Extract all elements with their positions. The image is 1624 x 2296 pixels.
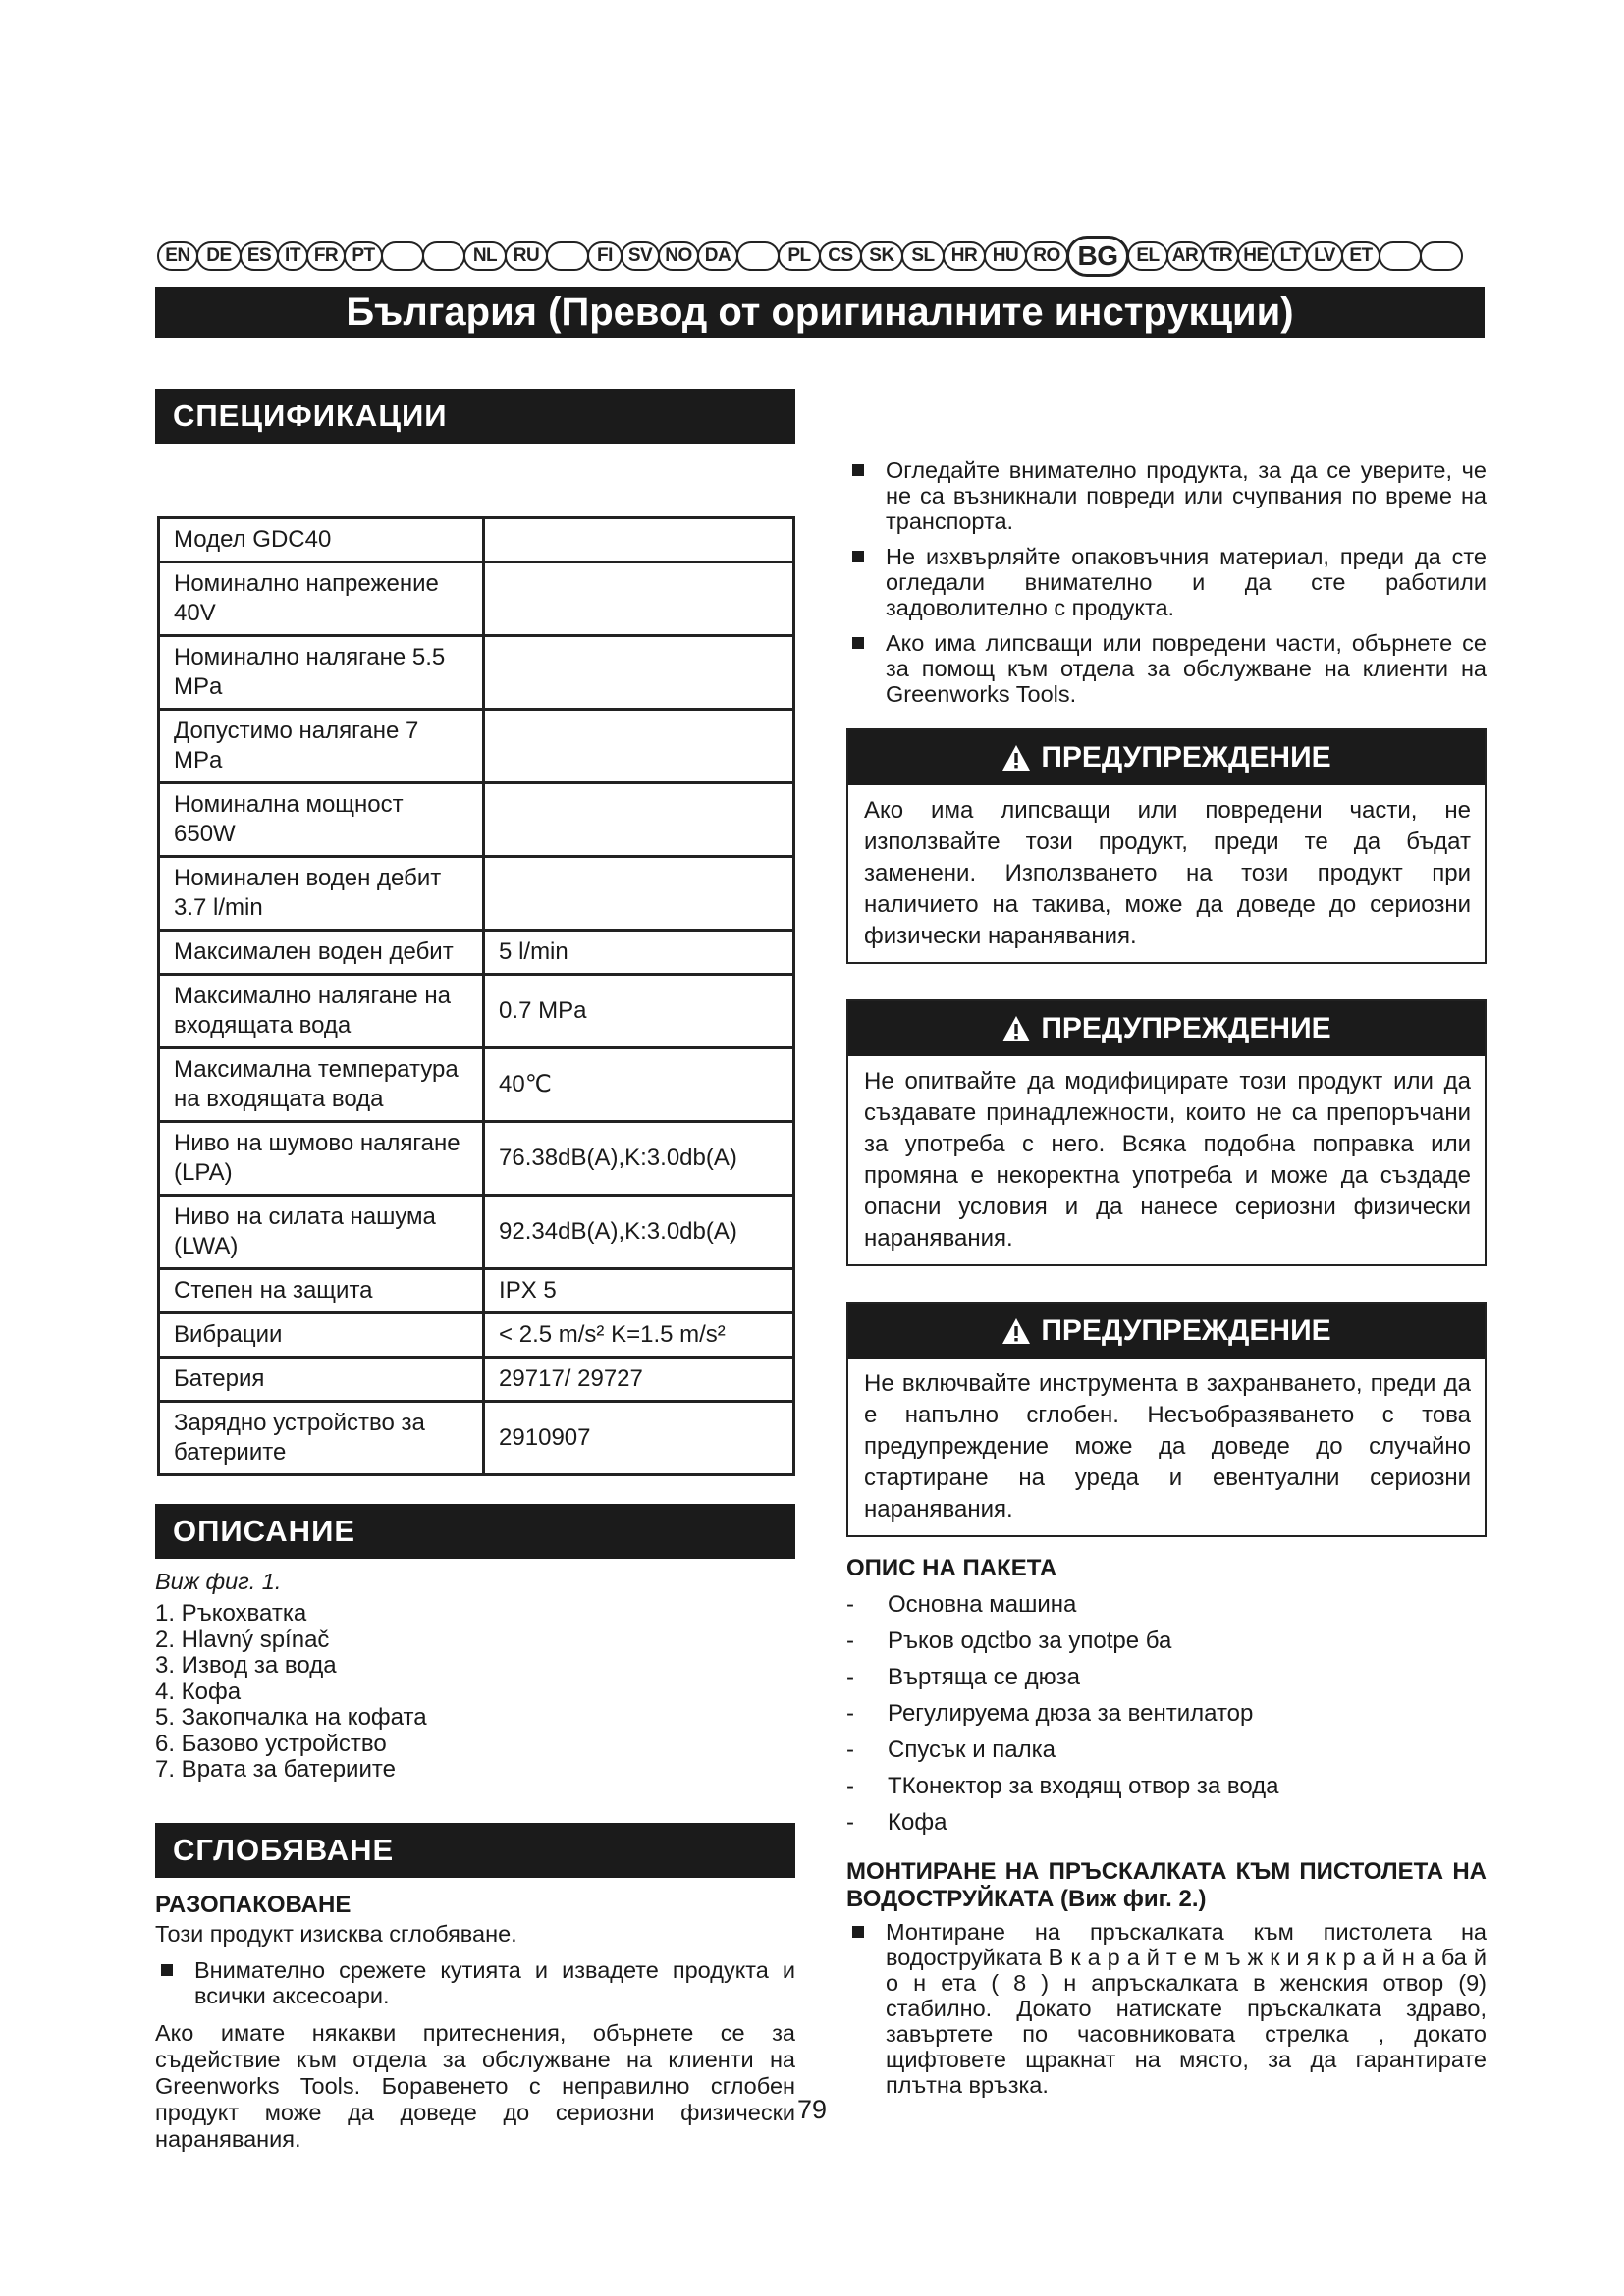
spec-value [484, 783, 794, 857]
lang-pill-no: NO [658, 241, 699, 271]
spec-value [484, 636, 794, 710]
lang-pill-pt: PT [344, 241, 383, 271]
parts-list [155, 1601, 795, 1784]
spec-value: IPX 5 [484, 1269, 794, 1313]
table-row [159, 518, 794, 562]
spec-label: Максимална температура на входящата вода [159, 1048, 484, 1122]
warning-header [848, 1304, 1485, 1359]
table-row [159, 636, 794, 710]
lang-pill-blank [1379, 241, 1422, 271]
lang-pill-cs: CS [819, 241, 862, 271]
list-item: 6. Базово устройство [155, 1730, 387, 1757]
warning-title: ПРЕДУПРЕЖДЕНИЕ [1041, 1314, 1331, 1347]
spec-value: 29717/ 29727 [484, 1358, 794, 1402]
lang-pill-ro: RO [1025, 241, 1068, 271]
list-item: - Въртяща се дюза [846, 1659, 1487, 1695]
table-row [159, 1048, 794, 1122]
spec-label: Вибрации [159, 1313, 484, 1358]
list-item: - ТКонектор за входящ отвор за вода [846, 1768, 1487, 1804]
mounting-heading: МОНТИРАНЕ НА ПРЪСКАЛКАТА КЪМ ПИСТОЛЕТА НА ВОДОСТРУЙКАТА (Виж фиг. 2.) [846, 1858, 1487, 1912]
language-selector [157, 236, 1483, 279]
specifications-heading: СПЕЦИФИКАЦИИ [155, 389, 795, 444]
lang-pill-et: ET [1341, 241, 1380, 271]
warning-title: ПРЕДУПРЕЖДЕНИЕ [1041, 1012, 1331, 1044]
lang-pill-de: DE [196, 241, 242, 271]
lang-pill-sl: SL [901, 241, 945, 271]
spec-label: Степен на защита [159, 1269, 484, 1313]
lang-pill-tr: TR [1202, 241, 1239, 271]
table-row [159, 710, 794, 783]
spec-value: 92.34dB(A),K:3.0db(A) [484, 1196, 794, 1269]
lang-pill-lt: LT [1272, 241, 1308, 271]
table-row [159, 1269, 794, 1313]
list-item: 7. Врата за батериите [155, 1756, 396, 1783]
spec-value [484, 857, 794, 931]
lang-pill-sv: SV [621, 241, 660, 271]
package-contents-heading: ОПИС НА ПАКЕТА [846, 1555, 1057, 1581]
warning-title: ПРЕДУПРЕЖДЕНИЕ [1041, 741, 1331, 774]
warning-triangle-icon [1001, 1015, 1031, 1042]
specifications-table [157, 516, 795, 1476]
table-row [159, 562, 794, 636]
spec-value [484, 710, 794, 783]
lang-pill-hu: HU [984, 241, 1027, 271]
spec-label: Ниво на силата нашума (LWA) [159, 1196, 484, 1269]
table-row [159, 857, 794, 931]
table-row [159, 1196, 794, 1269]
spec-label: Номинален воден дебит 3.7 l/min [159, 857, 484, 931]
warning-triangle-icon [1001, 1317, 1031, 1345]
list-item: - Спусък и палка [846, 1732, 1487, 1768]
spec-value: < 2.5 m/s² K=1.5 m/s² [484, 1313, 794, 1358]
spec-value: 40℃ [484, 1048, 794, 1122]
concerns-paragraph: Ако имате някакви притеснения, обърнете се за съдействие към отдела за обслужване на клиенти на Greenworks Tools. Боравенето с неправилно сглобен продукт може да доведе до сериозни физически наранявания. [155, 2019, 795, 2152]
spec-label: Максимално налягане на входящата вода [159, 975, 484, 1048]
lang-pill-blank [546, 241, 589, 271]
spec-value: 5 l/min [484, 931, 794, 975]
lang-pill-blank [1420, 241, 1463, 271]
lang-pill-blank [381, 241, 424, 271]
lang-pill-ar: AR [1166, 241, 1204, 271]
warning-text: Не включвайте инструмента в захранването, преди да е напълно сглобен. Несъобразяването с това предупреждение може да доведе до случайно стартиране на уреда и евентуални сериозни наранявания. [864, 1370, 1471, 1522]
table-row [159, 1313, 794, 1358]
list-item: 2. Hlavný spínač [155, 1626, 330, 1653]
spec-label: Номинално напрежение 40V [159, 562, 484, 636]
table-row [159, 975, 794, 1048]
lang-pill-fi: FI [587, 241, 623, 271]
warning-box [846, 999, 1487, 1266]
list-item: 3. Извод за вода [155, 1652, 337, 1679]
lang-pill-es: ES [240, 241, 279, 271]
lang-pill-blank [422, 241, 465, 271]
spec-label: Номинално налягане 5.5 MPa [159, 636, 484, 710]
lang-pill-he: HE [1237, 241, 1274, 271]
spec-value [484, 518, 794, 562]
spec-label: Ниво на шумово налягане (LPA) [159, 1122, 484, 1196]
list-item: - Кофа [846, 1804, 1487, 1841]
list-item: 4. Кофа [155, 1678, 242, 1705]
lang-pill-en: EN [157, 241, 198, 271]
unpacking-text: Този продукт изисква сглобяване. [155, 1920, 517, 1947]
page-title: България (Превод от оригиналните инструкции) [155, 287, 1485, 338]
list-item: - Регулируема дюза за вентилатор [846, 1695, 1487, 1732]
spec-value: 76.38dB(A),K:3.0db(A) [484, 1122, 794, 1196]
spec-value: 2910907 [484, 1402, 794, 1475]
warning-triangle-icon [1001, 744, 1031, 772]
lang-pill-fr: FR [306, 241, 346, 271]
lang-pill-blank [736, 241, 780, 271]
table-row [159, 1402, 794, 1475]
lang-pill-el: EL [1127, 241, 1168, 271]
lang-pill-nl: NL [463, 241, 507, 271]
lang-pill-it: IT [277, 241, 308, 271]
warning-text: Ако има липсващи или повредени части, не използвайте този продукт, преди те да бъдат заменени. Използването на този продукт при наличието на такива, може да доведе до сериозни физически наранявания. [864, 797, 1471, 949]
lang-pill-hr: HR [943, 241, 986, 271]
bullet-inspect: Огледайте внимателно продукта, за да се уверите, че не са възникнали повреди или счупвания по време на транспорта. [846, 457, 1487, 534]
list-item: - Ръков одсtbо за упоtре ба [846, 1623, 1487, 1659]
warning-text: Не опитвайте да модифицирате този продукт или да създавате принадлежности, които не са препоръчани за употреба с него. Всяка подобна поправка или промяна е некоректна употреба и може да създаде опасни условия и да нанесе сериозни физически наранявания. [864, 1068, 1471, 1252]
warning-box [846, 728, 1487, 964]
lang-pill-bg-active: BG [1066, 236, 1129, 277]
list-item: 1. Ръкохватка [155, 1600, 307, 1627]
list-item: 5. Закопчалка на кофата [155, 1704, 427, 1731]
see-figure-note: Виж фиг. 1. [155, 1569, 282, 1594]
lang-pill-da: DA [697, 241, 738, 271]
lang-pill-sk: SK [860, 241, 903, 271]
spec-label: Допустимо налягане 7 MPa [159, 710, 484, 783]
spec-label: Батерия [159, 1358, 484, 1402]
bullet-packaging: Не изхвърляйте опаковъчния материал, преди да сте огледали внимателно и да сте работили задоволително с продукта. [846, 544, 1487, 620]
bullet-missing-parts: Ако има липсващи или повредени части, обърнете се за помощ към отдела за обслужване на клиенти на Greenworks Tools. [846, 630, 1487, 707]
right-column [846, 387, 1487, 2098]
table-row [159, 1122, 794, 1196]
table-row [159, 931, 794, 975]
package-contents-list [846, 1586, 1487, 1841]
mounting-instructions: Монтиране на пръскалката към пистолета на водоструйката В к а р а й т е м ъ ж к и я к р а й н а ба й о н ета ( 8 ) н апръскалката в женския отвор (9) стабилно. Докато натискате пръскалката здраво, завъртете по часовниковата стрелка , докато щифтовете щракнат на място, за да гарантирате плътна връзка. [846, 1919, 1487, 2098]
left-column [155, 389, 795, 2153]
unpacking-heading: РАЗОПАКОВАНЕ [155, 1891, 352, 1918]
warning-header [848, 1001, 1485, 1056]
page-number: 79 [796, 2095, 828, 2124]
spec-label: Модел GDC40 [159, 518, 484, 562]
spec-label: Номинална мощност 650W [159, 783, 484, 857]
lang-pill-ru: RU [505, 241, 548, 271]
spec-label: Зарядно устройство за батериите [159, 1402, 484, 1475]
warning-box [846, 1302, 1487, 1537]
lang-pill-lv: LV [1306, 241, 1343, 271]
spec-value: 0.7 MPa [484, 975, 794, 1048]
table-row [159, 783, 794, 857]
list-item: - Основна машина [846, 1586, 1487, 1623]
warning-header [848, 730, 1485, 785]
table-row [159, 1358, 794, 1402]
description-heading: ОПИСАНИЕ [155, 1504, 795, 1559]
lang-pill-pl: PL [778, 241, 821, 271]
bullet-cut-box: Внимателно срежете кутията и извадете продукта и всички аксесоари. [155, 1957, 795, 2008]
spec-label: Максимален воден дебит [159, 931, 484, 975]
spec-value [484, 562, 794, 636]
assembly-heading: СГЛОБЯВАНЕ [155, 1823, 795, 1878]
